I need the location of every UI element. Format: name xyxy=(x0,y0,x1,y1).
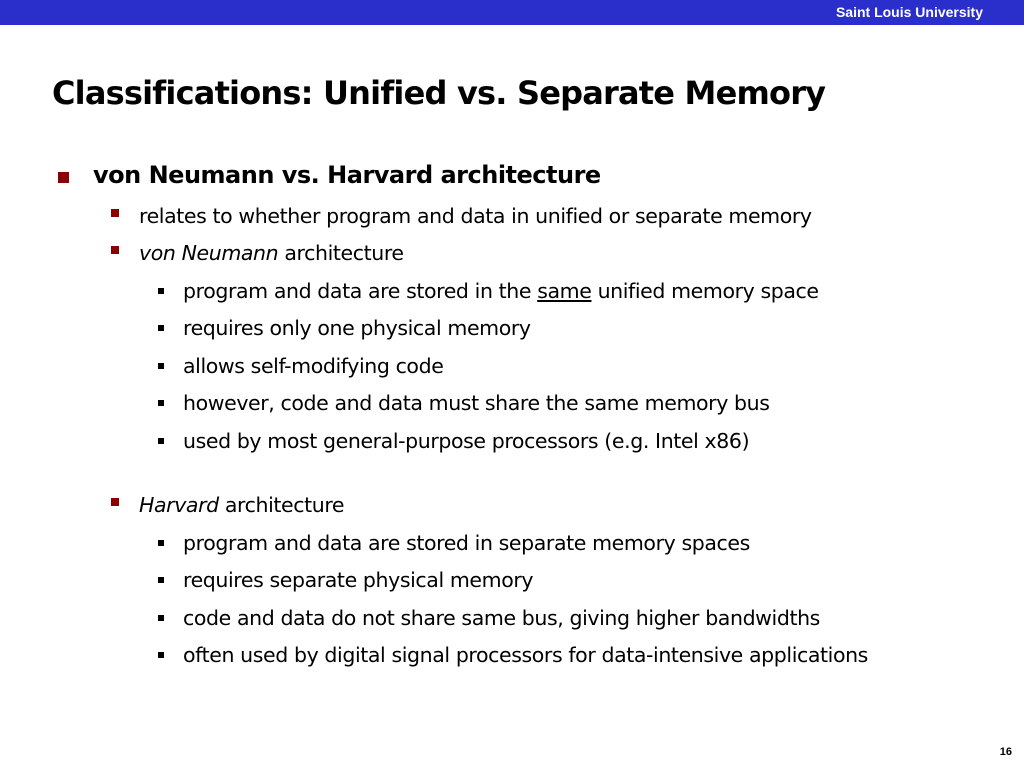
bullet-small xyxy=(158,652,164,658)
underlined-word: same xyxy=(537,279,592,303)
bullet-small xyxy=(158,540,164,546)
slide-title: Classifications: Unified vs. Separate Memory xyxy=(52,74,826,112)
university-name: Saint Louis University xyxy=(835,4,983,20)
bullet-square xyxy=(111,498,119,506)
bullet-square xyxy=(111,246,119,254)
list-item: used by most general-purpose processors (e.g. Intel x86) xyxy=(183,429,750,453)
bullet-small xyxy=(158,577,164,583)
bullet-small xyxy=(158,438,164,444)
list-item: requires only one physical memory xyxy=(183,316,531,340)
harvard-suffix: architecture xyxy=(218,493,345,517)
list-item: allows self-modifying code xyxy=(183,354,444,378)
list-item: often used by digital signal processors for data-intensive applications xyxy=(183,643,868,667)
bullet-square xyxy=(58,172,69,183)
list-item: requires separate physical memory xyxy=(183,568,534,592)
list-item-text: unified memory space xyxy=(591,279,819,303)
list-item-text: program and data are stored in the xyxy=(183,279,538,303)
von-neumann-suffix: architecture xyxy=(278,241,404,265)
list-item: program and data are stored in separate memory spaces xyxy=(183,531,750,555)
main-point: von Neumann vs. Harvard architecture xyxy=(93,161,601,189)
list-item: code and data do not share same bus, giving higher bandwidths xyxy=(183,606,820,630)
intro-text: relates to whether program and data in unified or separate memory xyxy=(139,204,812,228)
von-neumann-name: von Neumann xyxy=(139,241,279,265)
page-number: 16 xyxy=(999,746,1012,758)
bullet-small xyxy=(158,325,164,331)
list-item: however, code and data must share the same memory bus xyxy=(183,391,770,415)
harvard-name: Harvard xyxy=(139,493,219,517)
harvard-heading xyxy=(139,492,344,518)
list-item xyxy=(183,278,819,304)
bullet-small xyxy=(158,288,164,294)
bullet-square xyxy=(111,209,119,217)
bullet-small xyxy=(158,363,164,369)
header-bar xyxy=(0,0,1024,25)
bullet-small xyxy=(158,400,164,406)
von-neumann-heading xyxy=(139,240,404,266)
bullet-small xyxy=(158,615,164,621)
